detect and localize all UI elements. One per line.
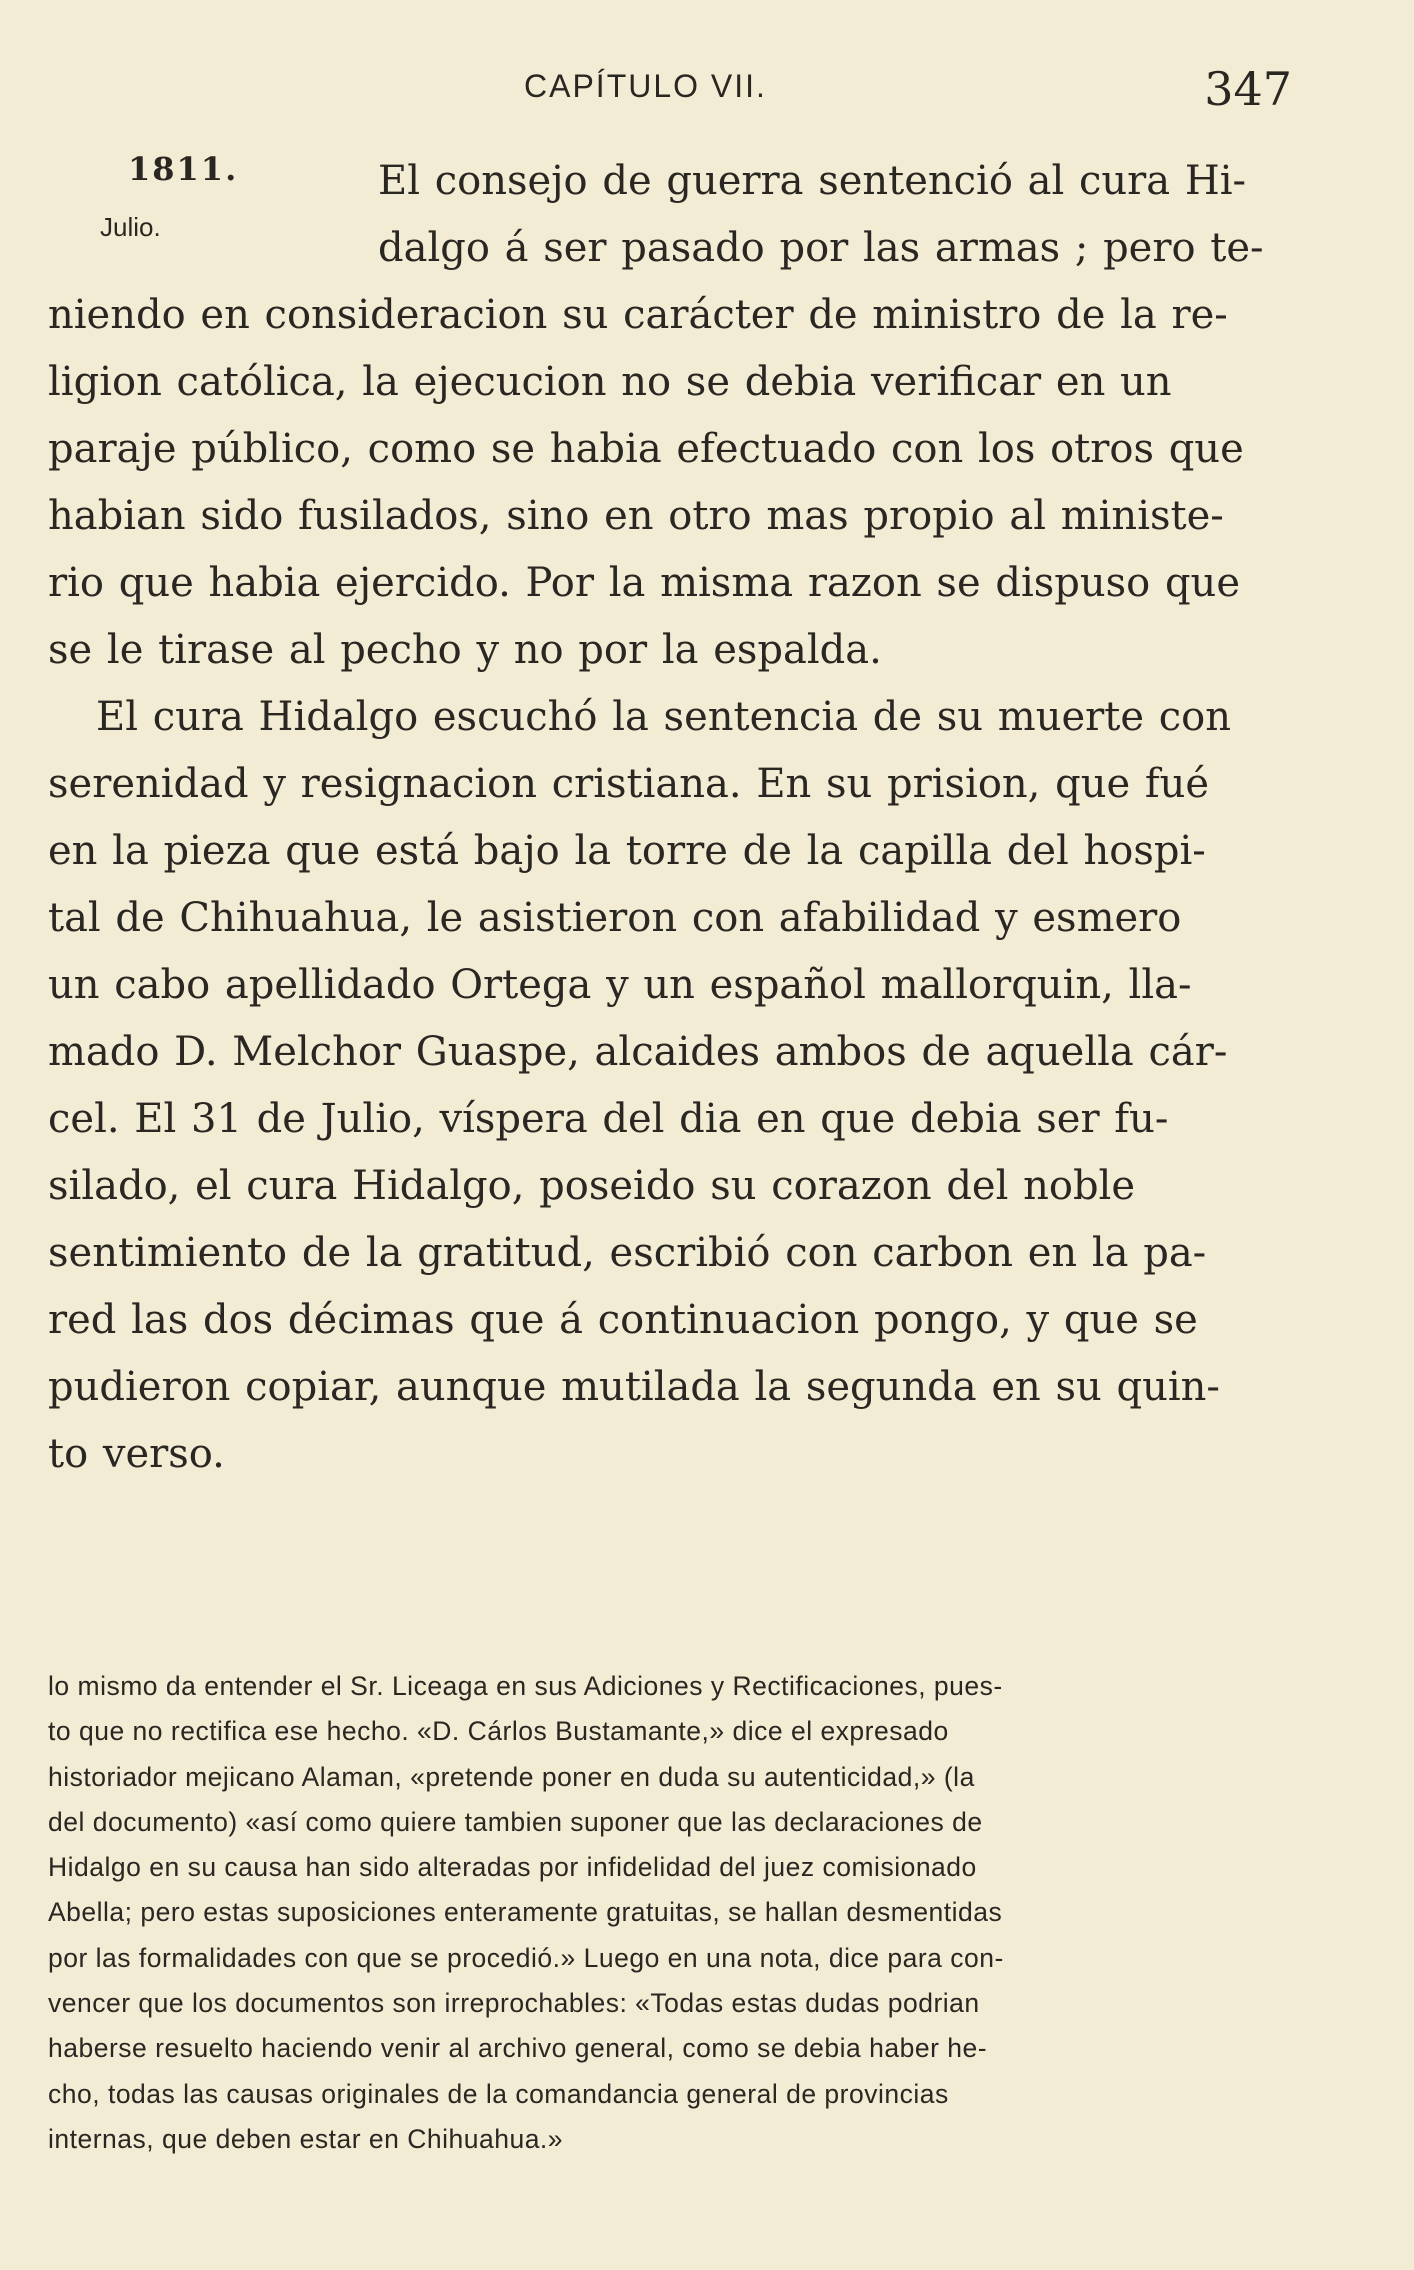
text-line: paraje público, como se habia efectuado con los otros que	[48, 426, 1244, 472]
margin-month: Julio.	[100, 212, 161, 242]
footnote-line: lo mismo da entender el Sr. Liceaga en sus Adiciones y Rectificaciones, pues-	[48, 1671, 1003, 1701]
text-line: pudieron copiar, aunque mutilada la segunda en su quin-	[48, 1364, 1220, 1410]
main-text	[48, 148, 1288, 1488]
text-line: un cabo apellidado Ortega y un español mallorquin, lla-	[48, 962, 1192, 1008]
text-line: se le tirase al pecho y no por la espalda.	[48, 627, 882, 673]
footnote-line: internas, que deben estar en Chihuahua.»	[48, 2123, 564, 2154]
footnote-line: por las formalidades con que se procedió.» Luego en una nota, dice para con-	[48, 1942, 1004, 1973]
footnote-line: to que no rectifica ese hecho. «D. Cárlos Bustamante,» dice el expresado	[48, 1716, 949, 1747]
text-line: en la pieza que está bajo la torre de la capilla del hospi-	[48, 828, 1206, 874]
text-line: habian sido fusilados, sino en otro mas propio al ministe-	[48, 493, 1224, 539]
text-line: dalgo á ser pasado por las armas ; pero te-	[378, 225, 1264, 271]
page-number: 347	[1204, 62, 1292, 116]
text-line: El consejo de guerra sentenció al cura Hi-	[378, 158, 1247, 204]
text-line: rio que habia ejercido. Por la misma razon se dispuso que	[48, 560, 1240, 606]
footnote-line: cho, todas las causas originales de la comandancia general de provincias	[48, 2078, 949, 2109]
footnote-line: Abella; pero estas suposiciones enteramente gratuitas, se hallan desmentidas	[48, 1897, 1003, 1928]
chapter-title: CAPÍTULO VII.	[524, 68, 767, 104]
text-line: sentimiento de la gratitud, escribió con carbon en la pa-	[48, 1230, 1207, 1276]
text-line: El cura Hidalgo escuchó la sentencia de su muerte con	[96, 694, 1231, 740]
text-line: tal de Chihuahua, le asistieron con afabilidad y esmero	[48, 895, 1182, 941]
footnote-line: vencer que los documentos son irreprochables: «Todas estas dudas podrian	[48, 1988, 980, 2019]
text-line: serenidad y resignacion cristiana. En su prision, que fué	[48, 761, 1210, 807]
text-line: mado D. Melchor Guaspe, alcaides ambos de aquella cár-	[48, 1029, 1228, 1075]
text-line: silado, el cura Hidalgo, poseido su corazon del noble	[48, 1163, 1136, 1209]
text-line: to verso.	[48, 1431, 225, 1477]
footnote-line: del documento) «así como quiere tambien suponer que las declaraciones de	[48, 1806, 983, 1837]
text-line: niendo en consideracion su carácter de ministro de la re-	[48, 292, 1228, 338]
text-line: ligion católica, la ejecucion no se debia verificar en un	[48, 359, 1172, 405]
margin-year: 1811.	[128, 150, 239, 188]
text-line: cel. El 31 de Julio, víspera del dia en que debia ser fu-	[48, 1096, 1169, 1142]
footnote-line: historiador mejicano Alaman, «pretende poner en duda su autenticidad,» (la	[48, 1761, 975, 1792]
text-line: red las dos décimas que á continuacion pongo, y que se	[48, 1297, 1198, 1343]
footnote-line: haberse resuelto haciendo venir al archivo general, como se debia haber he-	[48, 2033, 988, 2064]
footnote	[48, 1664, 1288, 2162]
running-header	[48, 62, 1292, 122]
footnote-line: Hidalgo en su causa han sido alteradas por infidelidad del juez comisionado	[48, 1852, 977, 1883]
